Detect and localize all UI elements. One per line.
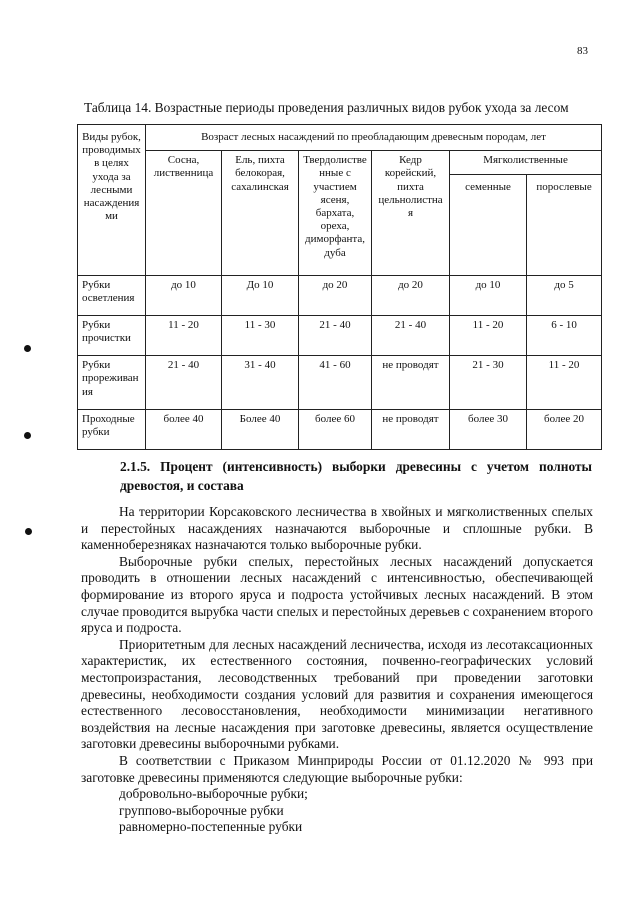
table-cell: не проводят — [372, 356, 450, 410]
table-cell: до 5 — [527, 276, 602, 316]
table-cell: до 10 — [146, 276, 222, 316]
row-label: Проходные рубки — [78, 410, 146, 450]
table-cell: 21 - 40 — [299, 316, 372, 356]
table-cell: До 10 — [222, 276, 299, 316]
table-cell: Более 40 — [222, 410, 299, 450]
punch-hole-mark — [25, 528, 32, 535]
table-cell: более 60 — [299, 410, 372, 450]
paragraph: Приоритетным для лесных насаждений лесничества, исходя из лесотаксационных характеристик, их естественного состояния, почвенно-географических условий местопроизрастания, лесоводственных требований при проведении заготовки древесины, необходимости создания условий для развития и сохранения имеющегося естественного лесовосстановления, необходимости минимизации негативного воздействия на лесные насаждения при заготовке древесины, является осуществление заготовки древесины выборочными рубками. — [81, 636, 593, 752]
table-row — [78, 276, 602, 316]
table-cell: 6 - 10 — [527, 316, 602, 356]
table-cell: 21 - 30 — [450, 356, 527, 410]
table-cell: 41 - 60 — [299, 356, 372, 410]
table-cell: 11 - 20 — [146, 316, 222, 356]
cutting-age-table — [77, 124, 602, 450]
table-header-row — [78, 125, 602, 151]
column-header: Сосна, лиственница — [146, 151, 222, 276]
table-row — [78, 316, 602, 356]
column-header: семенные — [450, 175, 527, 276]
table-cell: 31 - 40 — [222, 356, 299, 410]
column-header: порослевые — [527, 175, 602, 276]
table-cell: 11 - 20 — [527, 356, 602, 410]
table-cell: до 20 — [372, 276, 450, 316]
paragraph: В соответствии с Приказом Минприроды России от 01.12.2020 № 993 при заготовке древесины применяются следующие выборочные рубки: — [81, 752, 593, 785]
group-header-cell: Возраст лесных насаждений по преобладающим древесным породам, лет — [146, 125, 602, 151]
body-text — [81, 504, 593, 836]
table-cell: более 30 — [450, 410, 527, 450]
table-cell: более 40 — [146, 410, 222, 450]
paragraph: На территории Корсаковского лесничества в хвойных и мягколиственных спелых и перестойных насаждениях назначаются выборочные и сплошные рубки. В каменноберезняках назначаются только выборочные рубки. — [81, 504, 593, 553]
table-cell: 11 - 20 — [450, 316, 527, 356]
page-number: 83 — [577, 45, 588, 57]
table-cell: 11 - 30 — [222, 316, 299, 356]
table-cell: 21 - 40 — [372, 316, 450, 356]
table-row — [78, 410, 602, 450]
list-item: добровольно-выборочные рубки; — [119, 786, 308, 802]
list-item: равномерно-постепенные рубки — [119, 819, 303, 835]
punch-hole-mark — [24, 345, 31, 352]
column-header: Кедр корейский, пихта цельнолистна я — [372, 151, 450, 276]
table-cell: до 20 — [299, 276, 372, 316]
table-cell: до 10 — [450, 276, 527, 316]
row-label: Рубки прореживан ия — [78, 356, 146, 410]
table-subheader-row — [78, 151, 602, 175]
column-header: Ель, пихта белокорая, сахалинская — [222, 151, 299, 276]
punch-hole-mark — [24, 432, 31, 439]
paragraph: Выборочные рубки спелых, перестойных лесных насаждений допускается проводить в отношении лесных насаждений с интенсивностью, обеспечивающей формирование из второго яруса и подроста устойчивых лесных насаждений. В этом случае проводится вырубка части спелых и перестойных деревьев с сохранением второго яруса и подроста. — [81, 553, 593, 636]
soft-group-header: Мягколиственные — [450, 151, 602, 175]
table-cell: не проводят — [372, 410, 450, 450]
list-item: группово-выборочные рубки — [119, 802, 284, 818]
table-caption: Таблица 14. Возрастные периоды проведения различных видов рубок ухода за лесом — [84, 100, 569, 115]
row-header-cell: Виды рубок, проводимых в целях ухода за лесными насаждения ми — [78, 125, 146, 276]
column-header: Твердолистве нные с участием ясеня, бархата, ореха, диморфанта, дуба — [299, 151, 372, 276]
table-row — [78, 356, 602, 410]
row-label: Рубки прочистки — [78, 316, 146, 356]
row-label: Рубки осветления — [78, 276, 146, 316]
table-cell: более 20 — [527, 410, 602, 450]
table-cell: 21 - 40 — [146, 356, 222, 410]
section-title: 2.1.5. Процент (интенсивность) выборки древесины с учетом полноты древостоя, и состава — [120, 459, 592, 493]
